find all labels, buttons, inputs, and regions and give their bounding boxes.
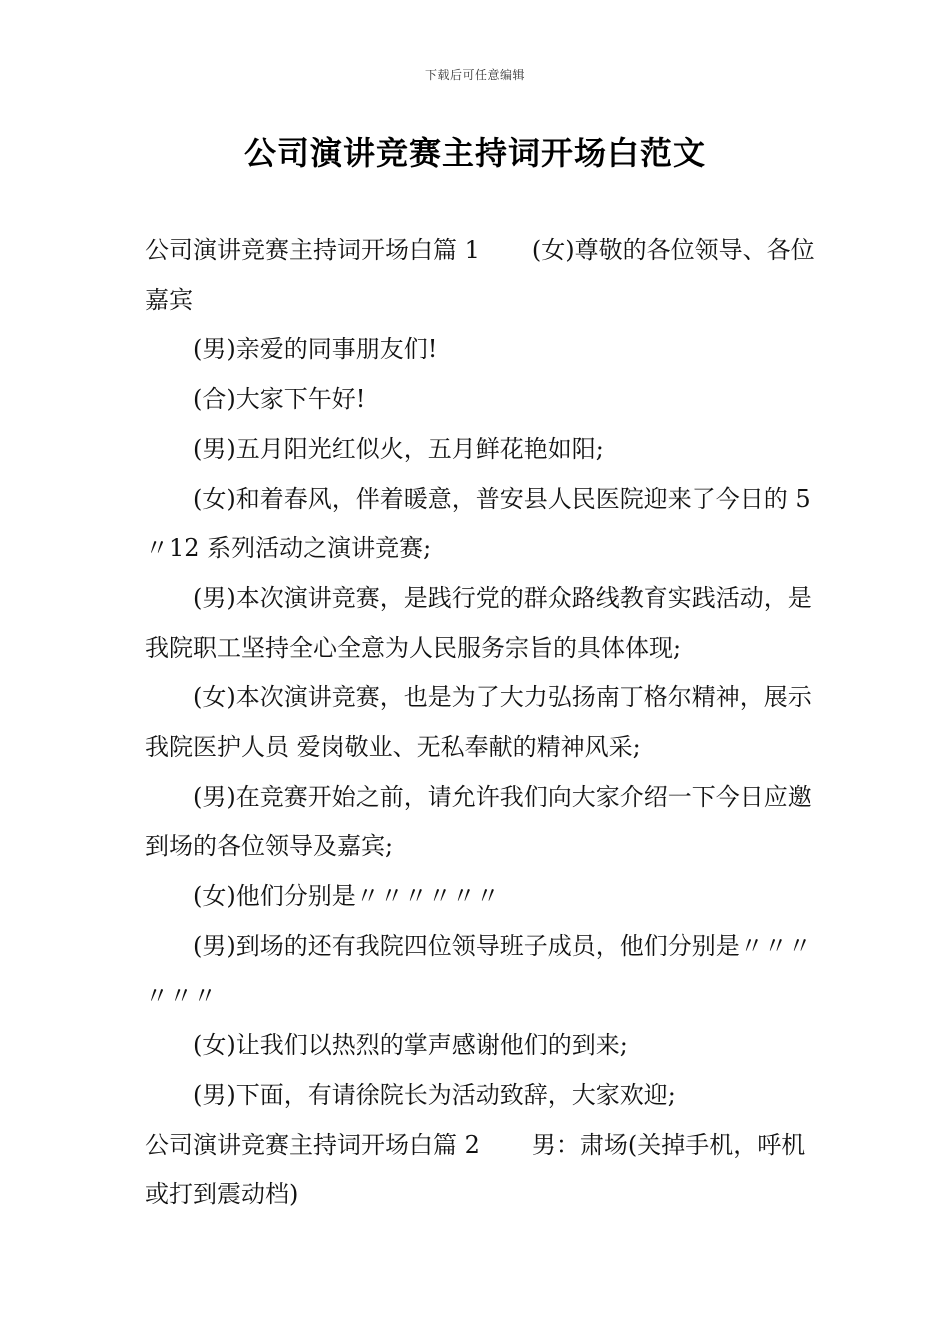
paragraph: (女)本次演讲竞赛，也是为了大力弘扬南丁格尔精神，展示我院医护人员 爱岗敬业、无私奉献的精神风采;: [145, 683, 812, 762]
section-heading: 公司演讲竞赛主持词开场白篇 1: [145, 236, 480, 264]
paragraph: (男)本次演讲竞赛，是践行党的群众路线教育实践活动，是我院职工坚持全心全意为人民服务宗旨的具体体现;: [145, 583, 812, 662]
section-heading-paragraph: [145, 1121, 815, 1220]
paragraph: (男)下面，有请徐院长为活动致辞，大家欢迎;: [193, 1080, 676, 1109]
paragraph-text: (女)尊敬的各位领导、各位嘉宾: [145, 236, 815, 314]
paragraph: (男)亲爱的同事朋友们!: [193, 335, 438, 364]
paragraph: (女)他们分别是〃〃〃〃〃〃: [193, 882, 500, 911]
header-note: 下载后可任意编辑: [424, 68, 525, 82]
paragraph: (男)五月阳光红似火，五月鲜花艳如阳;: [193, 434, 604, 463]
paragraph: (女)让我们以热烈的掌声感谢他们的到来;: [193, 1031, 628, 1060]
document-title: 公司演讲竞赛主持词开场白范文: [243, 134, 706, 172]
document-body: [145, 226, 815, 1220]
paragraph: (男)到场的还有我院四位领导班子成员，他们分别是〃〃〃〃〃〃: [145, 931, 812, 1010]
section-heading-paragraph: [145, 226, 815, 325]
section-heading: 公司演讲竞赛主持词开场白篇 2: [145, 1130, 480, 1159]
paragraph: (男)在竞赛开始之前，请允许我们向大家介绍一下今日应邀到场的各位领导及嘉宾;: [145, 782, 812, 861]
paragraph: (合)大家下午好!: [193, 385, 366, 414]
paragraph: (女)和着春风，伴着暖意，普安县人民医院迎来了今日的 5〃12 系列活动之演讲竞赛;: [145, 484, 811, 563]
paragraph-text: 男：肃场(关掉手机，呼机或打到震动档): [145, 1130, 806, 1209]
